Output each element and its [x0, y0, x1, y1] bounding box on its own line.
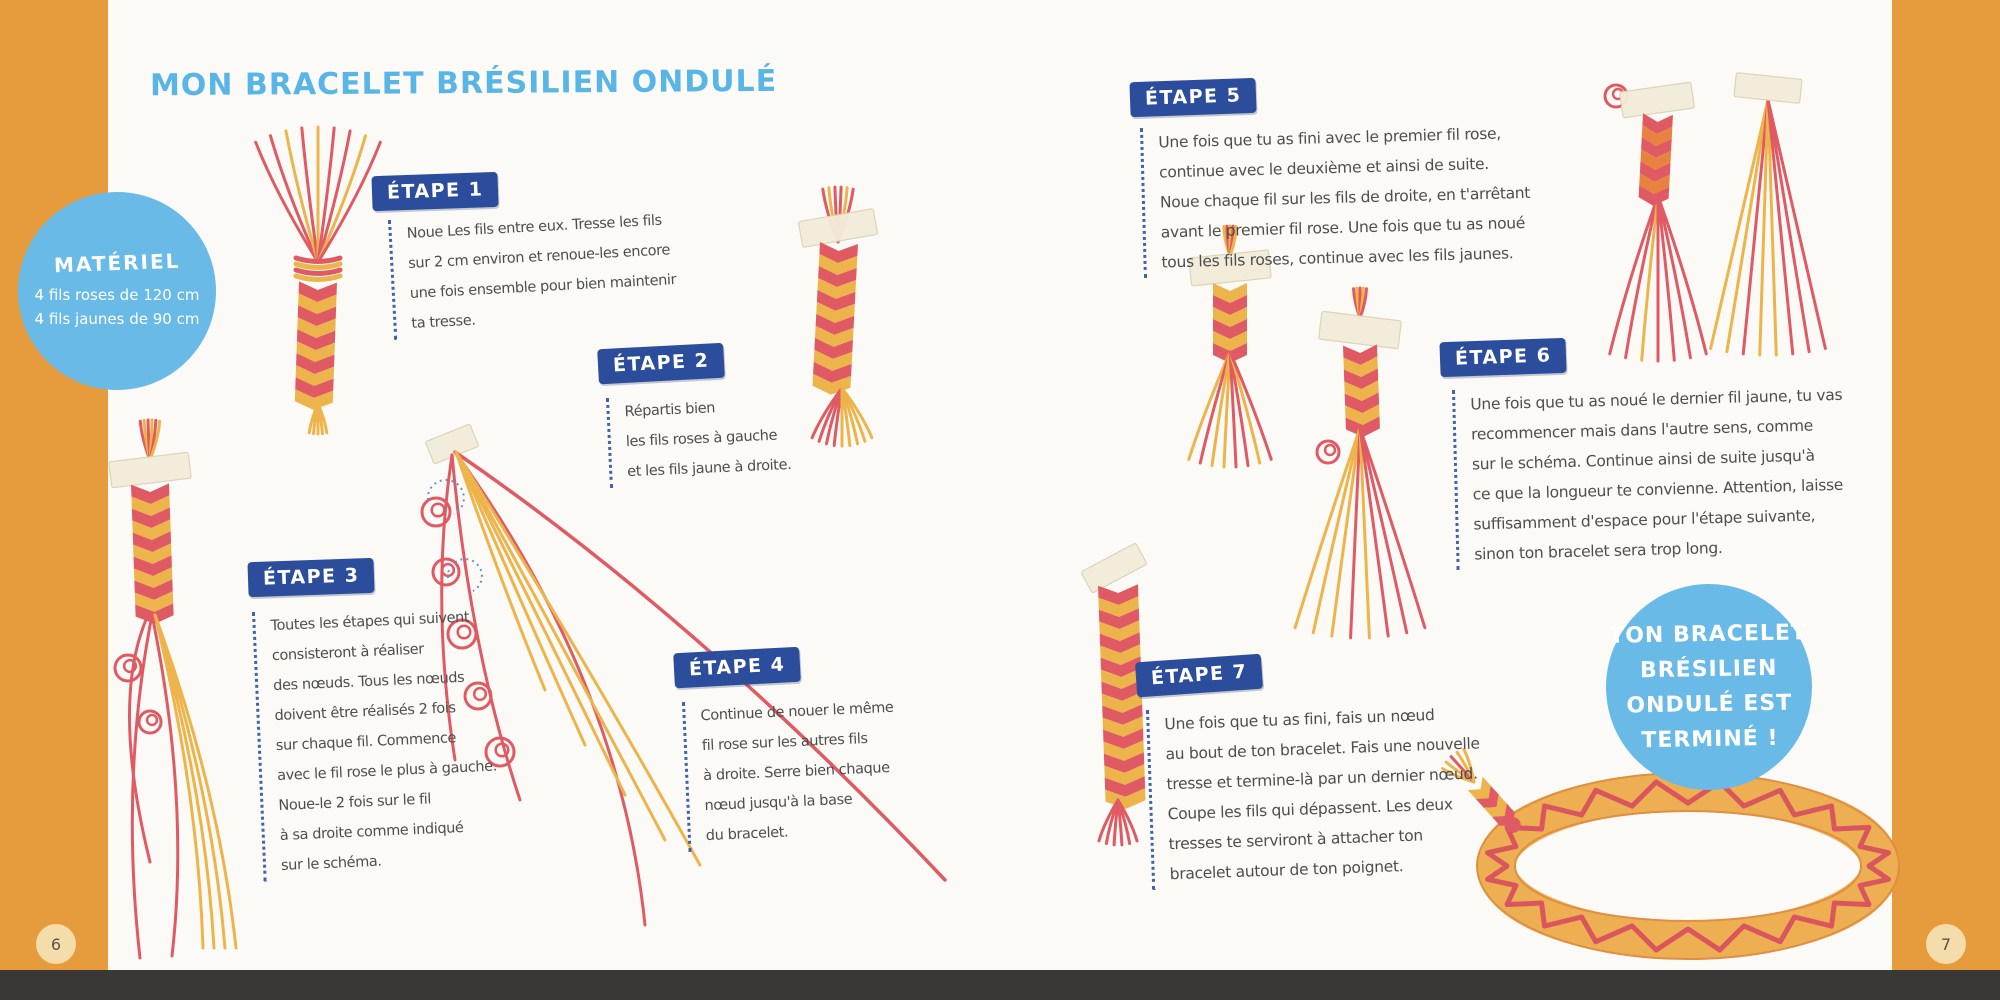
step-4-badge [673, 647, 801, 689]
step-4-text: Continue de nouer le même fil rose sur les autres fils à droite. Serre bien chaque nœud jusqu'à la base du bracelet. [682, 689, 986, 852]
materials-item-1: 4 fils roses de 120 cm [34, 286, 200, 304]
step-5-text: Une fois que tu as fini avec le premier fil rose, continue avec le deuxième et ainsi de suite. Noue chaque fil sur les fils de droite, en t'arrêtant avant le premier fil rose. Une fois que tu as noué tous les fils roses, continue avec les fils jaunes. [1140, 115, 1622, 277]
materials-circle [18, 192, 216, 390]
braid-illustration-step1 [256, 127, 381, 434]
materials-heading: MATÉRIEL [53, 248, 181, 278]
step-6-badge-label: ÉTAPE 6 [1454, 344, 1552, 370]
step-6-text: Une fois que tu as noué le dernier fil jaune, tu vas recommencer mais dans l'autre sens, comme sur le schéma. Continue ainsi de suite jusqu'à ce que la longueur te convienne. Attention, laisse suffisamment d'espace pour l'étape suivante, sinon ton bracelet sera trop long. [1452, 378, 1915, 570]
thread-bundles-step5 [1605, 73, 1825, 361]
step-6-badge [1439, 338, 1567, 377]
step-1-badge [371, 172, 499, 211]
braid-illustration-step3 [109, 420, 236, 958]
step-2-badge [597, 343, 725, 385]
step-3-badge [247, 558, 375, 597]
step-7-badge-label: ÉTAPE 7 [1150, 660, 1249, 690]
bottom-dark-edge [0, 970, 2000, 1000]
step-1-text: Noue Les fils entre eux. Tresse les fils sur 2 cm environ et renoue-les encore une fois ensemble pour bien maintenir ta tresse. [388, 203, 722, 340]
page-number-left: 6 [36, 924, 76, 964]
step-1-badge-label: ÉTAPE 1 [386, 178, 484, 204]
step-5-badge-label: ÉTAPE 5 [1144, 84, 1242, 110]
completion-circle-text: TON BRACELET BRÉSILIEN ONDULÉ EST TERMINÉ ! [1608, 619, 1808, 754]
step-2-badge-label: ÉTAPE 2 [612, 349, 710, 377]
step-4-badge-label: ÉTAPE 4 [688, 653, 786, 681]
materials-item-2: 4 fils jaunes de 90 cm [34, 310, 200, 328]
step-3-badge-label: ÉTAPE 3 [262, 564, 360, 590]
page-title: MON BRACELET BRÉSILIEN ONDULÉ [149, 63, 778, 104]
step-3-text: Toutes les étapes qui suivent consisteront à réaliser des nœuds. Tous les nœuds doivent être réalisés 2 fois sur chaque fil. Commence avec le fil rose le plus à gauche. Noue-le 2 fois sur le fil à sa droite comme indiqué sur le schéma. [252, 599, 561, 882]
page-number-right: 7 [1926, 924, 1966, 964]
thread-bundle-step6-right [1295, 288, 1425, 638]
step-2-text: Répartis bien les fils roses à gauche et les fils jaune à droite. [606, 387, 868, 488]
step-5-badge [1129, 78, 1257, 117]
step-7-text: Une fois que tu as fini, fais un nœud au bout de ton bracelet. Fais une nouvelle tresse et termine-là par un dernier nœud. Coupe les fils qui dépassent. Les deux tresses te serviront à attacher ton bracelet autour de ton poignet. [1146, 695, 1570, 889]
